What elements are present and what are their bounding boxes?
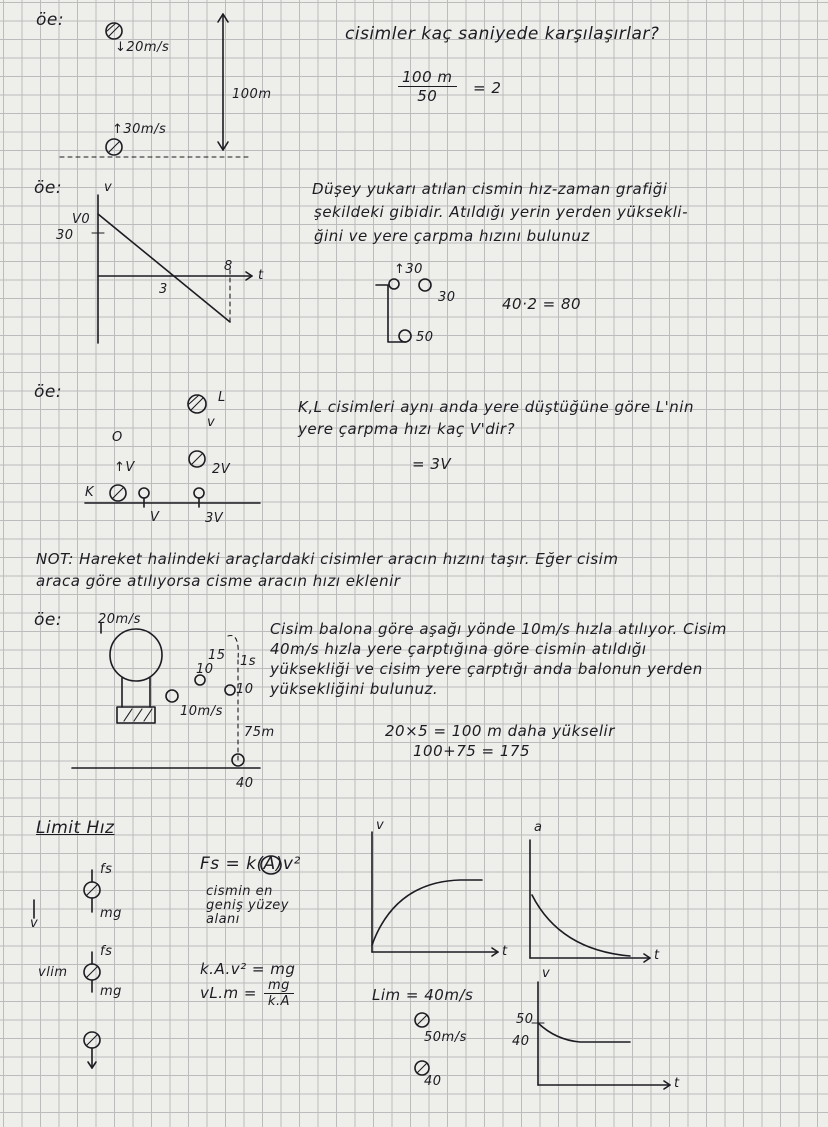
distance-label: 100m bbox=[232, 87, 272, 102]
3v-label: 3V bbox=[205, 511, 224, 526]
v50ms-label: 50m/s bbox=[424, 1030, 467, 1045]
limit-eq2-numerator: mg bbox=[264, 978, 294, 994]
label-75m: 75m bbox=[244, 725, 275, 740]
limit-eq2-denominator: k.A bbox=[267, 994, 290, 1009]
mg-label-1: mg bbox=[100, 906, 122, 921]
up-30-label: ↑30 bbox=[394, 262, 423, 277]
limit-eq1: k.A.v² = mg bbox=[200, 960, 296, 978]
problem2-calc: 40·2 = 80 bbox=[502, 295, 582, 313]
note-line1: NOT: Hareket halindeki araçlardaki cisimler aracın hızını taşır. Eğer cisim bbox=[36, 550, 619, 568]
problem4-question-line1: Cisim balona göre aşağı yönde 10m/s hızla atılıyor. Cisim bbox=[270, 620, 727, 638]
graph1-t-label: t bbox=[502, 944, 508, 959]
area-note-line3: alanı bbox=[206, 912, 240, 927]
limit-speed-diagrams bbox=[34, 832, 670, 1089]
graph-v0-label: V0 bbox=[72, 212, 91, 227]
label-10ms: 10m/s bbox=[180, 704, 223, 719]
limit-speed-title: Limit Hız bbox=[36, 818, 115, 838]
graph-30-label: 30 bbox=[56, 228, 74, 243]
problem1-question: cisimler kaç saniyede karşılaşırlar? bbox=[345, 24, 660, 44]
problem4-question-line2: 40m/s hızla yere çarptığına göre cismin atıldığı bbox=[270, 640, 647, 658]
area-note-line1: cismin en bbox=[206, 884, 273, 899]
balloon-velocity: 20m/s bbox=[98, 612, 141, 627]
problem3-result: = 3V bbox=[412, 455, 452, 473]
k-label: K bbox=[85, 485, 95, 500]
fraction-numerator: 100 m bbox=[398, 68, 457, 87]
limit-eq2-fraction bbox=[264, 978, 294, 1009]
label-10b: 10 bbox=[236, 682, 254, 697]
problem3-question-line1: K,L cisimleri aynı anda yere düştüğüne göre L'nin bbox=[298, 398, 694, 416]
example-label-3: öe: bbox=[34, 382, 63, 402]
graph3-50-label: 50 bbox=[516, 1012, 534, 1027]
label-10: 10 bbox=[196, 662, 214, 677]
velocity-top: ↓20m/s bbox=[115, 40, 170, 55]
fraction-denominator: 50 bbox=[417, 87, 438, 105]
graph2-a-label: a bbox=[534, 820, 543, 835]
graph-t-axis-label: t bbox=[258, 268, 264, 283]
problem1-fraction bbox=[398, 68, 457, 105]
graph2-t-label: t bbox=[654, 948, 660, 963]
velocity-bottom: ↑30m/s bbox=[112, 122, 167, 137]
graph3-v-label: v bbox=[542, 966, 551, 981]
graph-v-axis-label: v bbox=[104, 180, 113, 195]
label-15: 15 bbox=[208, 648, 226, 663]
v-up-label: ↑V bbox=[114, 460, 135, 475]
graph-t3-label: 3 bbox=[159, 282, 168, 297]
problem2-question-line1: Düşey yukarı atılan cismin hız-zaman grafiği bbox=[312, 180, 668, 198]
problem4-calc1: 20×5 = 100 m daha yükselir bbox=[385, 722, 615, 740]
limit-eq2-lhs: vL.m = bbox=[200, 984, 257, 1002]
v-down-label: V bbox=[150, 510, 160, 525]
problem4-calc2: 100+75 = 175 bbox=[413, 742, 531, 760]
o-label: O bbox=[112, 430, 123, 445]
mg-label-2: mg bbox=[100, 984, 122, 999]
example-label-1: öe: bbox=[36, 10, 65, 30]
fs-label-2: fs bbox=[100, 944, 113, 959]
v-label-left: v bbox=[30, 916, 39, 931]
problem2-question-line3: ğini ve yere çarpma hızını bulunuz bbox=[314, 227, 590, 245]
v50-label: 50 bbox=[416, 330, 434, 345]
example-label-2: öe: bbox=[34, 178, 63, 198]
label-40: 40 bbox=[236, 776, 254, 791]
limit-speed-value: Lim = 40m/s bbox=[372, 986, 474, 1004]
L-velocity: v bbox=[207, 415, 216, 430]
example-label-4: öe: bbox=[34, 610, 63, 630]
graph3-40-label: 40 bbox=[512, 1034, 530, 1049]
problem3-question-line2: yere çarpma hızı kaç V'dir? bbox=[298, 420, 516, 438]
problem4-balloon-diagram bbox=[72, 623, 260, 768]
fs-label-1: fs bbox=[100, 862, 113, 877]
problem1-result: = 2 bbox=[473, 79, 502, 97]
vlim-label: vlim bbox=[38, 965, 68, 980]
2v-label: 2V bbox=[212, 462, 231, 477]
graph1-v-label: v bbox=[376, 818, 385, 833]
graph-t8-label: 8 bbox=[224, 259, 233, 274]
problem2-question-line2: şekildeki gibidir. Atıldığı yerin yerden yüksekli- bbox=[314, 203, 689, 221]
L-label: L bbox=[218, 390, 226, 405]
v40-label: 40 bbox=[424, 1074, 442, 1089]
area-note-line2: geniş yüzey bbox=[206, 898, 289, 913]
graph3-t-label: t bbox=[674, 1076, 680, 1091]
problem3-diagram bbox=[85, 395, 260, 507]
down-30-label: 30 bbox=[438, 290, 456, 305]
problem4-question-line3: yüksekliği ve cisim yere çarptığı anda balonun yerden bbox=[270, 660, 703, 678]
problem4-question-line4: yüksekliğini bulunuz. bbox=[270, 680, 439, 698]
label-1s: 1s bbox=[240, 654, 257, 669]
note-line2: araca göre atılıyorsa cisme aracın hızı eklenir bbox=[36, 572, 401, 590]
drag-formula: Fs = k(A)v² bbox=[200, 854, 301, 874]
